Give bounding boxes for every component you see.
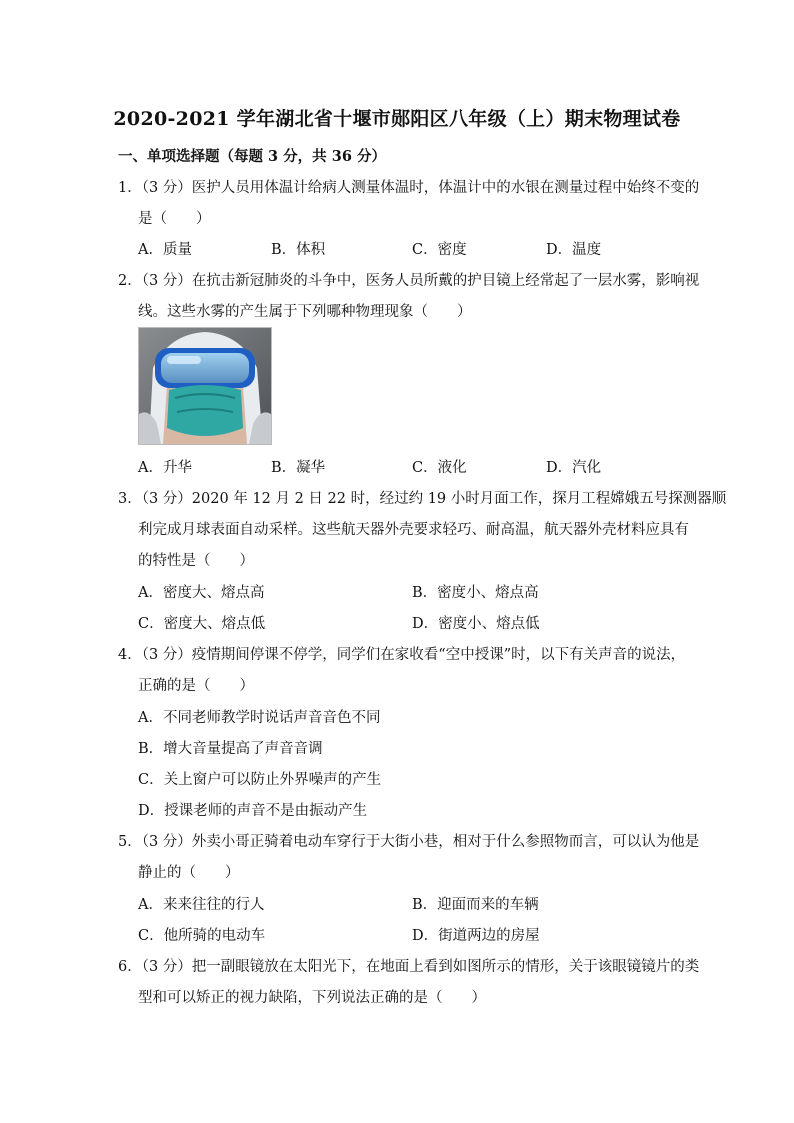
question-1-option-d: D．温度 [546,242,602,258]
question-2-option-b: B．凝华 [271,460,326,476]
question-4-option-b: B．增大音量提高了声音音调 [138,741,323,757]
question-5-option-a: A．来来往往的行人 [138,897,265,913]
question-2-text-cont: 线。这些水雾的产生属于下列哪种物理现象（ ） [138,304,472,320]
question-3-option-a: A．密度大、熔点高 [138,585,265,601]
question-6-text: 6．（3 分）把一副眼镜放在太阳光下，在地面上看到如图所示的情形，关于该眼镜镜片的类 [118,959,700,975]
question-2-option-c: C．液化 [412,460,467,476]
question-1-option-c: C．密度 [412,242,467,258]
question-3-text-cont: 利完成月球表面自动采样。这些航天器外壳要求轻巧、耐高温，航天器外壳材料应具有 [138,522,689,538]
question-4-text: 4．（3 分）疫情期间停课不停学，同学们在家收看“空中授课”时，以下有关声音的说法， [118,647,686,663]
question-1-option-a: A．质量 [138,242,192,258]
question-5-text-cont: 静止的（ ） [138,865,240,881]
question-4-option-a: A．不同老师教学时说话声音音色不同 [138,710,381,726]
question-1-text-cont: 是（ ） [138,211,211,227]
question-3-option-d: D．密度小、熔点低 [412,616,540,632]
question-5-option-b: B．迎面而来的车辆 [412,897,539,913]
question-4-text-cont: 正确的是（ ） [138,678,254,694]
question-2-text: 2．（3 分）在抗击新冠肺炎的斗争中，医务人员所戴的护目镜上经常起了一层水雾，影响视 [118,273,700,289]
question-5-option-c: C．他所骑的电动车 [138,928,266,944]
question-5-text: 5．（3 分）外卖小哥正骑着电动车穿行于大街小巷，相对于什么参照物而言，可以认为他是 [118,834,700,850]
question-4-option-d: D．授课老师的声音不是由振动产生 [138,803,368,819]
question-3-option-b: B．密度小、熔点高 [412,585,539,601]
question-1-option-b: B．体积 [271,242,326,258]
question-2-option-a: A．升华 [138,460,192,476]
question-3-option-c: C．密度大、熔点低 [138,616,266,632]
question-2-option-d: D．汽化 [546,460,602,476]
question-6-text-cont: 型和可以矫正的视力缺陷，下列说法正确的是（ ） [138,990,486,1006]
question-1-text: 1．（3 分）医护人员用体温计给病人测量体温时，体温计中的水银在测量过程中始终不变的 [118,180,700,196]
question-3-text: 3．（3 分）2020 年 12 月 2 日 22 时，经过约 19 小时月面工作，探月工程嫦娥五号探测器顺 [118,491,727,507]
goggles-photo [138,327,272,445]
exam-title: 2020-2021 学年湖北省十堰市郧阳区八年级（上）期末物理试卷 [113,108,681,130]
question-5-option-d: D．街道两边的房屋 [412,928,540,944]
question-3-text-cont-2: 的特性是（ ） [138,553,254,569]
section-heading: 一、单项选择题（每题 3 分，共 36 分） [118,148,386,165]
question-4-option-c: C．关上窗户可以防止外界噪声的产生 [138,772,382,788]
